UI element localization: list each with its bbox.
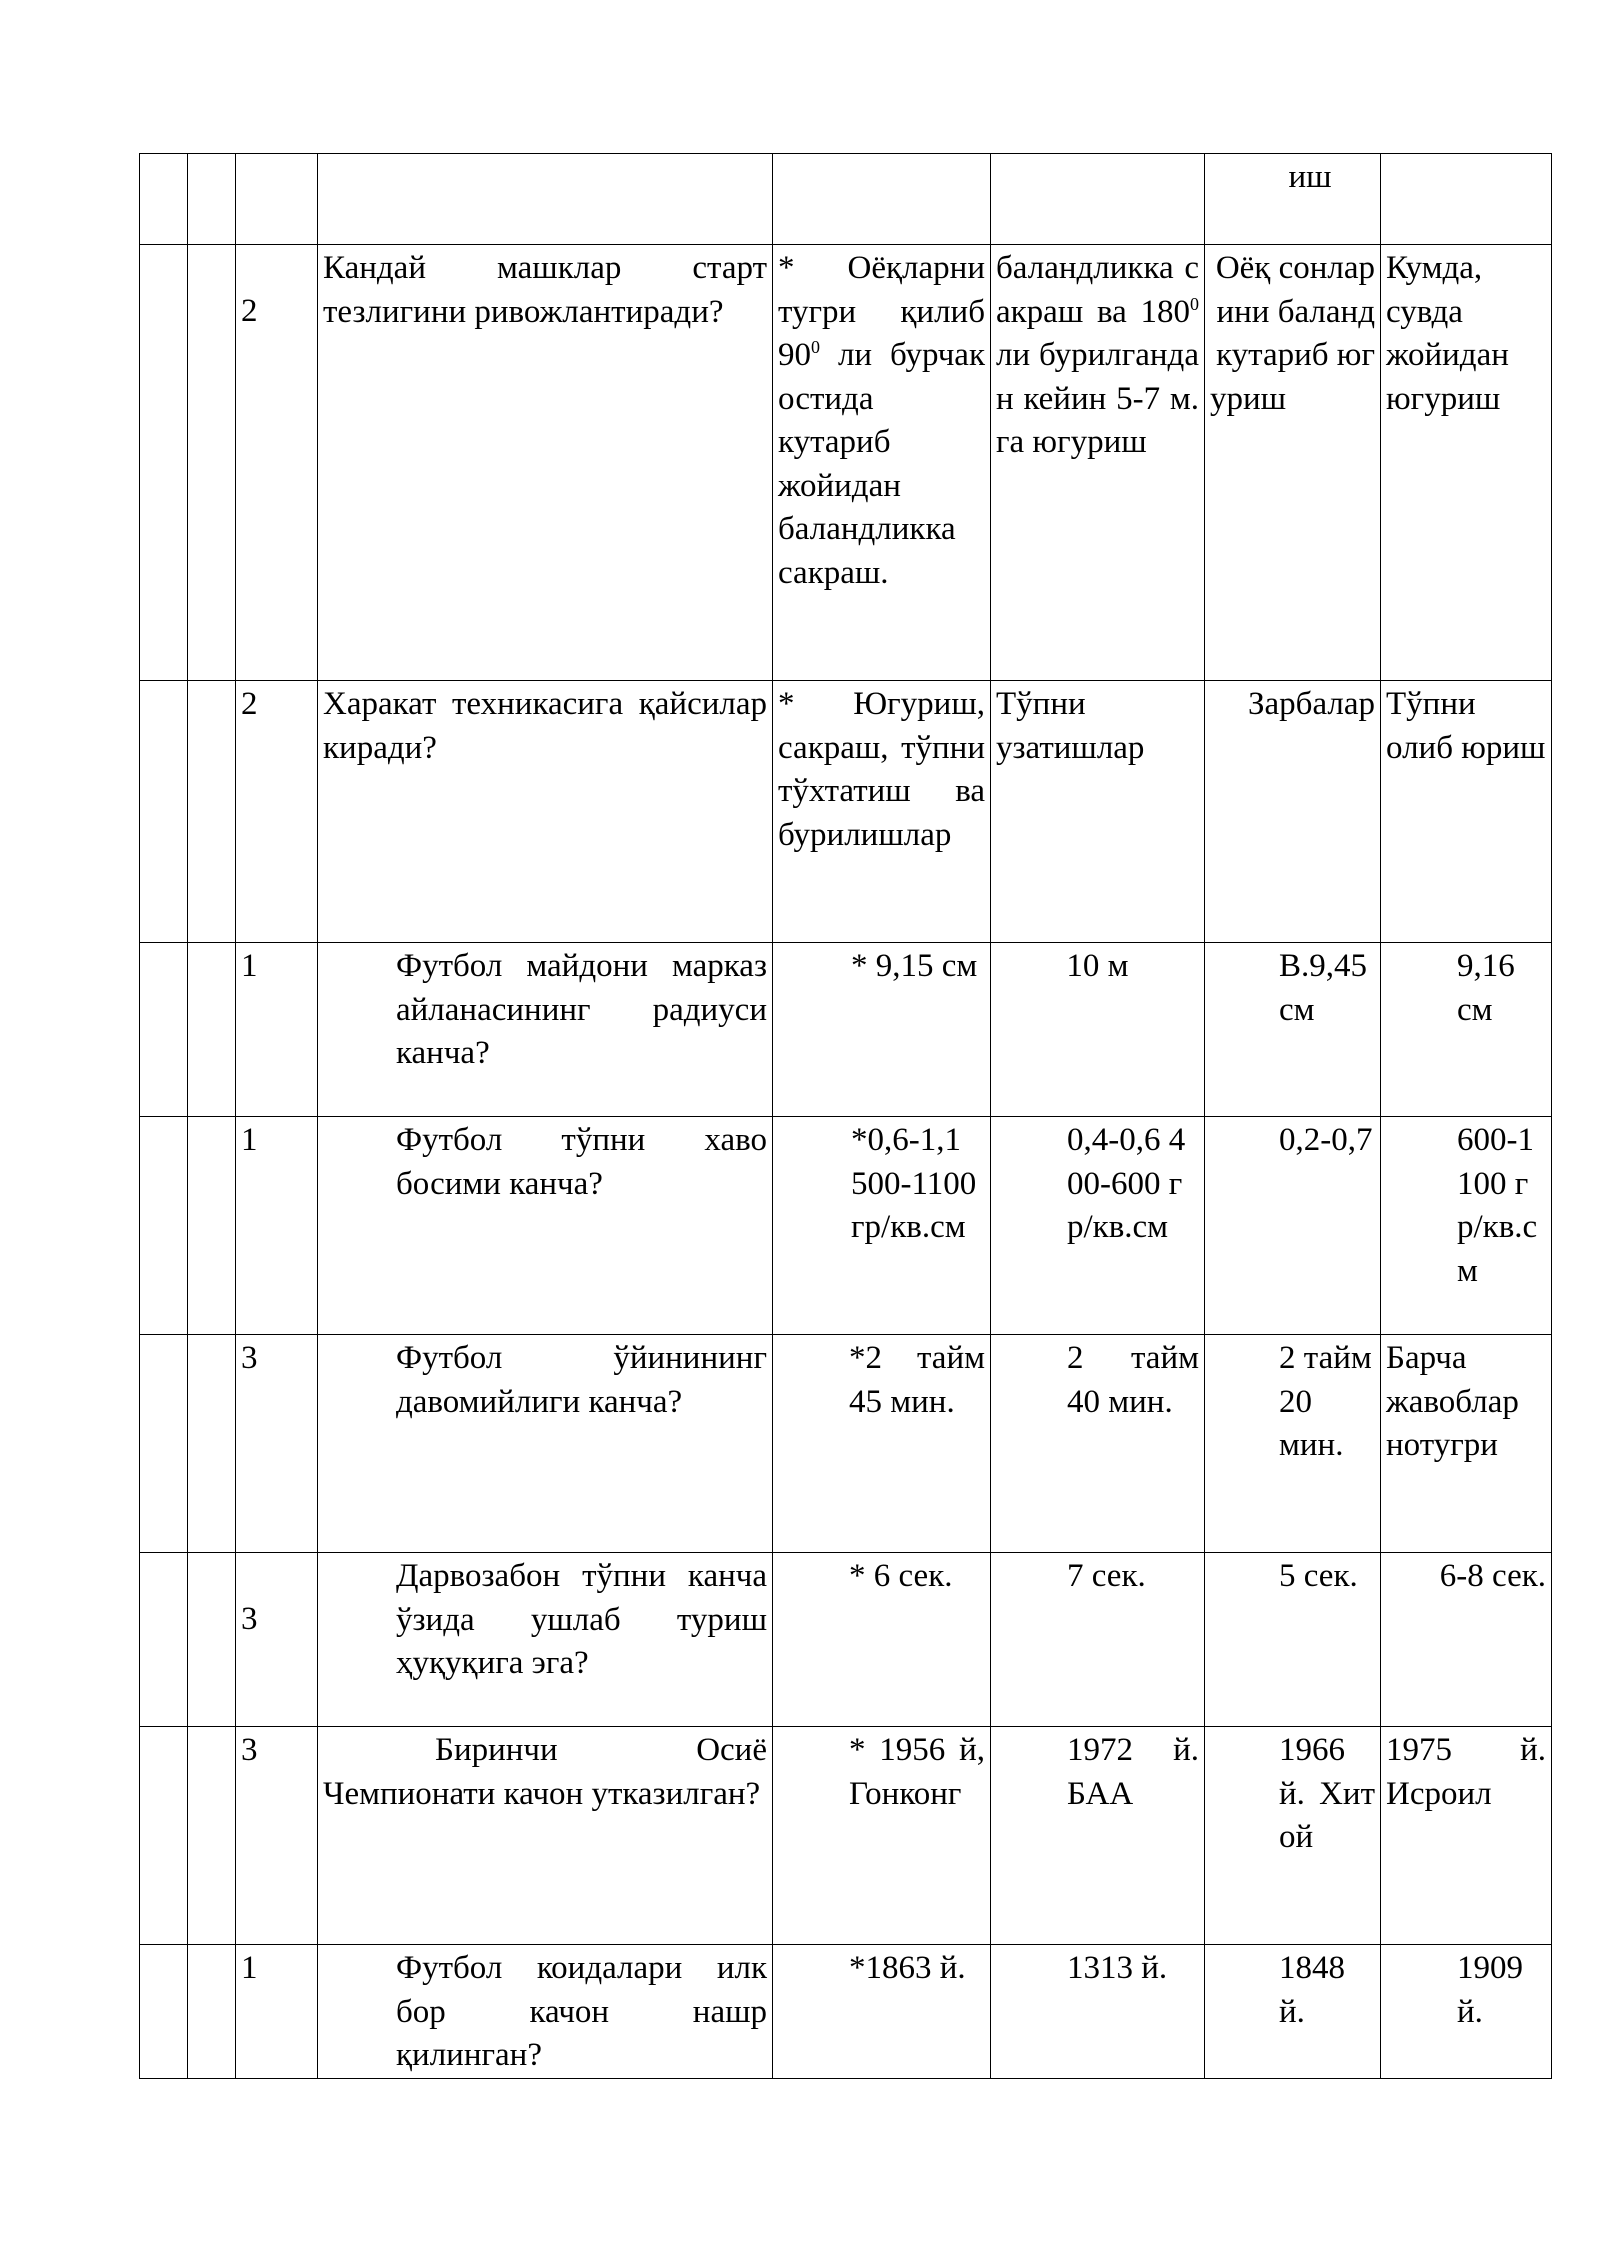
answer-b-cell: 2 тайм 40 мин. [991, 1335, 1205, 1553]
answer-b-cell: 1313 й. [991, 1945, 1205, 2079]
answer-b-cell: 0,4-0,6 400-600 гр/кв.см [991, 1117, 1205, 1335]
quiz-table [139, 153, 1552, 2079]
points-cell: 2 [236, 245, 318, 681]
blank-cell [188, 1117, 236, 1335]
answer-b-cell [991, 154, 1205, 245]
blank-cell [140, 681, 188, 943]
correct-answer-cell [773, 154, 991, 245]
answer-d-cell: 1975 й. Исроил [1381, 1727, 1552, 1945]
table-row [140, 154, 1552, 245]
blank-cell [188, 1335, 236, 1553]
question-cell [318, 154, 773, 245]
correct-answer-cell: * 6 сек. [773, 1553, 991, 1727]
answer-d-cell: Тўпни олиб юриш [1381, 681, 1552, 943]
table-row [140, 1117, 1552, 1335]
blank-cell [140, 245, 188, 681]
question-cell: Биринчи Осиё Чемпионати качон утказилган? [318, 1727, 773, 1945]
answer-d-cell: 1909 й. [1381, 1945, 1552, 2079]
blank-cell [188, 681, 236, 943]
answer-text: ли бурилгандан кейин 5-7 м. га югуриш [996, 337, 1199, 460]
answer-d-cell: Кумда, сувда жойидан югуриш [1381, 245, 1552, 681]
answer-text: баландликка сакраш ва 180 [996, 250, 1199, 330]
points-cell [236, 154, 318, 245]
blank-cell [188, 1553, 236, 1727]
blank-cell [140, 1335, 188, 1553]
correct-answer-cell: *1863 й. [773, 1945, 991, 2079]
blank-cell [140, 943, 188, 1117]
blank-cell [140, 154, 188, 245]
answer-d-cell: 9,16 см [1381, 943, 1552, 1117]
table-row [140, 245, 1552, 681]
correct-answer-cell: *0,6-1,1 500-1100 гр/кв.см [773, 1117, 991, 1335]
answer-c-cell: В.9,45 см [1205, 943, 1381, 1117]
question-cell: Футбол ўйинининг давомийлиги канча? [318, 1335, 773, 1553]
answer-c-cell: иш [1205, 154, 1381, 245]
table-row [140, 1553, 1552, 1727]
answer-c-cell: Оёқ сонларини баланд кутариб югуриш [1205, 245, 1381, 681]
blank-cell [188, 1727, 236, 1945]
blank-cell [188, 943, 236, 1117]
blank-cell [140, 1727, 188, 1945]
degree-superscript: 0 [811, 337, 820, 357]
blank-cell [140, 1945, 188, 2079]
answer-c-cell: 2 тайм 20 мин. [1205, 1335, 1381, 1553]
answer-b-cell [991, 245, 1205, 681]
answer-text: * Оёқларни тугри қилиб 90 [778, 250, 985, 373]
correct-answer-cell [773, 245, 991, 681]
points-cell: 2 [236, 681, 318, 943]
answer-c-cell: 1966 й. Хитой [1205, 1727, 1381, 1945]
answer-b-cell: 1972 й. БАА [991, 1727, 1205, 1945]
answer-text: ли бурчак остида кутариб жойидан баландликка сакраш. [778, 337, 985, 591]
correct-answer-cell: * Югуриш, сакраш, тўпни тўхтатиш ва бурилишлар [773, 681, 991, 943]
answer-b-cell: 7 сек. [991, 1553, 1205, 1727]
question-cell: Дарвозабон тўпни канча ўзида ушлаб туриш ҳуқуқига эга? [318, 1553, 773, 1727]
correct-answer-cell: * 1956 й, Гонконг [773, 1727, 991, 1945]
answer-b-cell: Тўпни узатишлар [991, 681, 1205, 943]
blank-cell [140, 1117, 188, 1335]
blank-cell [140, 1553, 188, 1727]
question-cell: Харакат техникасига қайсилар киради? [318, 681, 773, 943]
answer-c-cell: 5 сек. [1205, 1553, 1381, 1727]
points-cell: 3 [236, 1335, 318, 1553]
answer-c-cell: 0,2-0,7 [1205, 1117, 1381, 1335]
answer-c-cell: Зарбалар [1205, 681, 1381, 943]
table-row [140, 1727, 1552, 1945]
question-cell: Футбол коидалари илк бор качон нашр қилинган? [318, 1945, 773, 2079]
answer-d-cell: 6-8 сек. [1381, 1553, 1552, 1727]
answer-d-cell: 600-1100 гр/кв.см [1381, 1117, 1552, 1335]
points-cell: 1 [236, 1117, 318, 1335]
blank-cell [188, 154, 236, 245]
question-cell: Футбол майдони марказ айланасининг радиуси канча? [318, 943, 773, 1117]
question-cell: Футбол тўпни хаво босими канча? [318, 1117, 773, 1335]
answer-d-cell [1381, 154, 1552, 245]
points-cell: 1 [236, 1945, 318, 2079]
answer-d-cell: Барча жавоблар нотугри [1381, 1335, 1552, 1553]
points-cell: 1 [236, 943, 318, 1117]
blank-cell [188, 245, 236, 681]
question-cell: Кандай машклар старт тезлигини ривожлантиради? [318, 245, 773, 681]
points-cell: 3 [236, 1553, 318, 1727]
answer-c-cell: 1848 й. [1205, 1945, 1381, 2079]
table-row [140, 681, 1552, 943]
blank-cell [188, 1945, 236, 2079]
table-row [140, 943, 1552, 1117]
correct-answer-cell: * 9,15 см [773, 943, 991, 1117]
table-row [140, 1335, 1552, 1553]
answer-b-cell: 10 м [991, 943, 1205, 1117]
degree-superscript: 0 [1190, 293, 1199, 314]
table-row [140, 1945, 1552, 2079]
correct-answer-cell: *2 тайм 45 мин. [773, 1335, 991, 1553]
points-cell: 3 [236, 1727, 318, 1945]
